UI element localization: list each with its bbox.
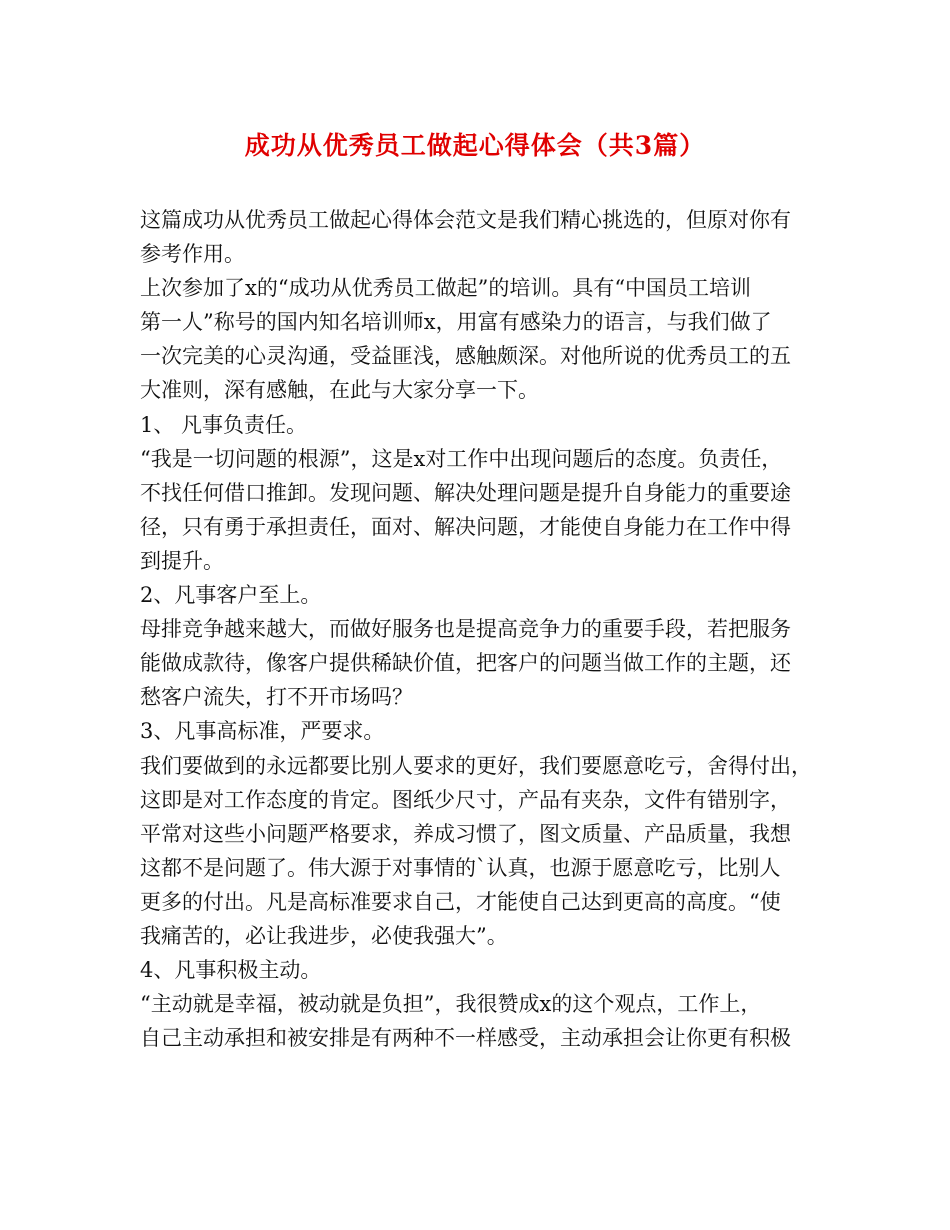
text-line: 这都不是问题了。伟大源于对事情的`认真，也源于愿意吃亏，比别人 — [140, 855, 781, 880]
section-heading-4: 4、凡事积极主动。 — [140, 958, 322, 983]
section-heading-2: 2、凡事客户至上。 — [140, 583, 322, 608]
text-line: 这篇成功从优秀员工做起心得体会范文是我们精心挑选的，但原对你有 — [140, 208, 791, 232]
section-heading-3: 3、凡事高标准，严要求。 — [140, 719, 385, 744]
text-line: 到提升。 — [140, 548, 224, 573]
text-line: 我痛苦的，必让我进步，必使我强大”。 — [140, 923, 508, 948]
text-line: 我们要做到的永远都要比别人要求的更好，我们要愿意吃亏，舍得付出， — [140, 753, 812, 778]
text-line: 更多的付出。凡是高标准要求自己，才能使自己达到更高的高度。“使 — [140, 889, 781, 914]
text-line: 不找任何借口推卸。发现问题、解决处理问题是提升自身能力的重要途 — [140, 480, 791, 505]
text-line: 径，只有勇于承担责任，面对、解决问题，才能使自身能力在工作中得 — [140, 514, 791, 539]
text-line: “主动就是幸福，被动就是负担”，我很赞成x的这个观点，工作上， — [140, 992, 762, 1017]
text-line: 能做成款待，像客户提供稀缺价值，把客户的问题当做工作的主题，还 — [140, 651, 791, 676]
section-heading-1: 1、 凡事负责任。 — [140, 412, 308, 437]
document-title: 成功从优秀员工做起心得体会（共3篇） — [244, 131, 706, 160]
text-line: 第一人”称号的国内知名培训师x，用富有感染力的语言，与我们做了 — [140, 310, 772, 335]
document-body — [140, 203, 830, 1055]
text-line: 大准则，深有感触，在此与大家分享一下。 — [140, 378, 539, 403]
text-line: “我是一切问题的根源”，这是x对工作中出现问题后的态度。负责任， — [140, 446, 783, 471]
text-line: 参考作用。 — [140, 242, 245, 267]
text-line: 自己主动承担和被安排是有两种不一样感受，主动承担会让你更有积极 — [140, 1026, 791, 1051]
text-line: 母排竞争越来越大，而做好服务也是提高竞争力的重要手段，若把服务 — [140, 617, 791, 642]
text-line: 这即是对工作态度的肯定。图纸少尺寸，产品有夹杂，文件有错别字， — [140, 787, 791, 812]
text-line: 愁客户流失，打不开市场吗？ — [140, 685, 413, 710]
text-line: 上次参加了x的“成功从优秀员工做起”的培训。具有“中国员工培训 — [140, 276, 752, 301]
text-line: 一次完美的心灵沟通，受益匪浅，感触颇深。对他所说的优秀员工的五 — [140, 344, 791, 369]
text-line: 平常对这些小问题严格要求，养成习惯了，图文质量、产品质量，我想 — [140, 821, 791, 846]
